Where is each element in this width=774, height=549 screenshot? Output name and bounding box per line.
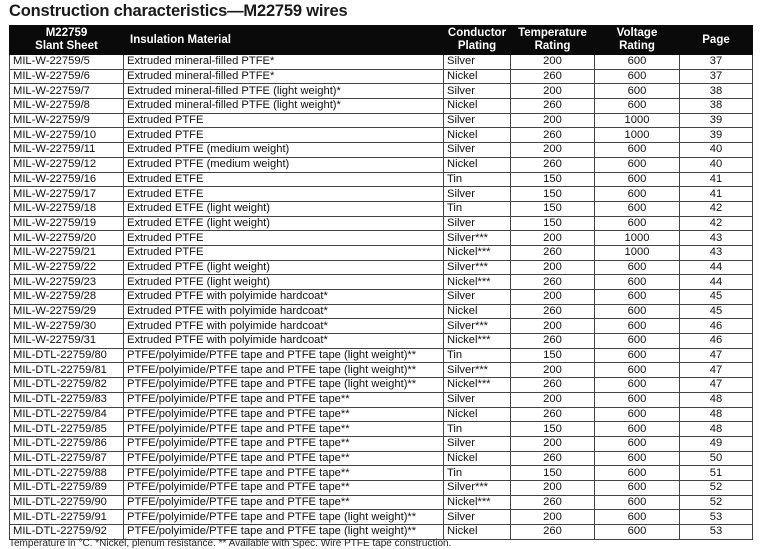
conductor-plating-cell: Silver: [444, 187, 511, 202]
header-voltage-rating-line1: Voltage: [616, 27, 658, 39]
table-row: [10, 304, 753, 319]
slant-sheet-cell: MIL-W-22759/22: [10, 260, 124, 275]
conductor-plating-cell: Silver: [444, 216, 511, 231]
page-cell: 41: [680, 187, 753, 202]
voltage-rating-cell: 600: [595, 216, 680, 231]
header-insulation-material: Insulation Material: [124, 26, 444, 55]
slant-sheet-cell: MIL-W-22759/6: [10, 69, 124, 84]
header-conductor-plating: [444, 26, 511, 55]
table-row: [10, 143, 753, 158]
temperature-rating-cell: 260: [511, 334, 595, 349]
slant-sheet-cell: MIL-W-22759/11: [10, 143, 124, 158]
conductor-plating-cell: Tin: [444, 348, 511, 363]
table-row: [10, 157, 753, 172]
slant-sheet-cell: MIL-W-22759/7: [10, 84, 124, 99]
conductor-plating-cell: Silver: [444, 55, 511, 70]
conductor-plating-cell: Nickel: [444, 304, 511, 319]
page-cell: 38: [680, 84, 753, 99]
table-row: [10, 422, 753, 437]
page-cell: 41: [680, 172, 753, 187]
conductor-plating-cell: Nickel: [444, 157, 511, 172]
temperature-rating-cell: 260: [511, 525, 595, 540]
table-row: [10, 378, 753, 393]
conductor-plating-cell: Silver***: [444, 231, 511, 246]
conductor-plating-cell: Nickel***: [444, 334, 511, 349]
page-cell: 48: [680, 422, 753, 437]
page-cell: 51: [680, 466, 753, 481]
temperature-rating-cell: 200: [511, 392, 595, 407]
table-row: [10, 201, 753, 216]
temperature-rating-cell: 150: [511, 466, 595, 481]
temperature-rating-cell: 260: [511, 407, 595, 422]
insulation-material-cell: Extruded PTFE: [124, 113, 444, 128]
insulation-material-cell: Extruded PTFE: [124, 231, 444, 246]
page-cell: 48: [680, 407, 753, 422]
header-page: Page: [680, 26, 753, 55]
header-voltage-rating-line2: Rating: [619, 40, 655, 52]
page-cell: 50: [680, 451, 753, 466]
conductor-plating-cell: Nickel: [444, 99, 511, 114]
voltage-rating-cell: 600: [595, 348, 680, 363]
page-cell: 47: [680, 363, 753, 378]
slant-sheet-cell: MIL-DTL-22759/86: [10, 436, 124, 451]
footnote: Temperature in °C. *Nickel, plenum resistance. ** Available with Spec. Wire PTFE tape construction.: [9, 538, 452, 549]
insulation-material-cell: PTFE/polyimide/PTFE tape and PTFE tape**: [124, 436, 444, 451]
conductor-plating-cell: Silver: [444, 290, 511, 305]
slant-sheet-cell: MIL-W-22759/18: [10, 201, 124, 216]
conductor-plating-cell: Nickel***: [444, 275, 511, 290]
voltage-rating-cell: 600: [595, 407, 680, 422]
conductor-plating-cell: Silver: [444, 510, 511, 525]
table-row: [10, 319, 753, 334]
insulation-material-cell: PTFE/polyimide/PTFE tape and PTFE tape**: [124, 392, 444, 407]
insulation-material-cell: PTFE/polyimide/PTFE tape and PTFE tape**: [124, 480, 444, 495]
temperature-rating-cell: 150: [511, 348, 595, 363]
insulation-material-cell: PTFE/polyimide/PTFE tape and PTFE tape**: [124, 451, 444, 466]
page-cell: 46: [680, 319, 753, 334]
insulation-material-cell: Extruded ETFE (light weight): [124, 216, 444, 231]
conductor-plating-cell: Nickel: [444, 525, 511, 540]
table-row: [10, 451, 753, 466]
voltage-rating-cell: 600: [595, 436, 680, 451]
table-row: [10, 392, 753, 407]
table-row: [10, 55, 753, 70]
table-row: [10, 69, 753, 84]
voltage-rating-cell: 600: [595, 55, 680, 70]
page-cell: 48: [680, 392, 753, 407]
header-voltage-rating: [595, 26, 680, 55]
slant-sheet-cell: MIL-W-22759/19: [10, 216, 124, 231]
voltage-rating-cell: 1000: [595, 231, 680, 246]
slant-sheet-cell: MIL-DTL-22759/80: [10, 348, 124, 363]
slant-sheet-cell: MIL-W-22759/5: [10, 55, 124, 70]
insulation-material-cell: Extruded PTFE (medium weight): [124, 143, 444, 158]
insulation-material-cell: Extruded ETFE (light weight): [124, 201, 444, 216]
voltage-rating-cell: 600: [595, 319, 680, 334]
page-cell: 40: [680, 143, 753, 158]
voltage-rating-cell: 600: [595, 172, 680, 187]
slant-sheet-cell: MIL-DTL-22759/85: [10, 422, 124, 437]
page-cell: 42: [680, 201, 753, 216]
insulation-material-cell: PTFE/polyimide/PTFE tape and PTFE tape**: [124, 495, 444, 510]
header-temperature-rating: [511, 26, 595, 55]
temperature-rating-cell: 150: [511, 216, 595, 231]
temperature-rating-cell: 260: [511, 378, 595, 393]
page-cell: 38: [680, 99, 753, 114]
voltage-rating-cell: 600: [595, 143, 680, 158]
slant-sheet-cell: MIL-W-22759/17: [10, 187, 124, 202]
header-temperature-rating-line2: Rating: [534, 40, 571, 52]
temperature-rating-cell: 200: [511, 260, 595, 275]
slant-sheet-cell: MIL-DTL-22759/87: [10, 451, 124, 466]
temperature-rating-cell: 260: [511, 495, 595, 510]
temperature-rating-cell: 260: [511, 275, 595, 290]
voltage-rating-cell: 600: [595, 290, 680, 305]
page-cell: 47: [680, 378, 753, 393]
voltage-rating-cell: 600: [595, 187, 680, 202]
temperature-rating-cell: 200: [511, 436, 595, 451]
table-row: [10, 128, 753, 143]
conductor-plating-cell: Silver***: [444, 480, 511, 495]
temperature-rating-cell: 260: [511, 304, 595, 319]
slant-sheet-cell: MIL-W-22759/29: [10, 304, 124, 319]
header-conductor-plating-line2: Plating: [457, 40, 497, 52]
page-cell: 37: [680, 69, 753, 84]
voltage-rating-cell: 600: [595, 495, 680, 510]
insulation-material-cell: Extruded mineral-filled PTFE*: [124, 69, 444, 84]
temperature-rating-cell: 260: [511, 157, 595, 172]
voltage-rating-cell: 600: [595, 260, 680, 275]
conductor-plating-cell: Silver***: [444, 260, 511, 275]
page-cell: 39: [680, 128, 753, 143]
table-row: [10, 216, 753, 231]
insulation-material-cell: PTFE/polyimide/PTFE tape and PTFE tape (light weight)**: [124, 510, 444, 525]
voltage-rating-cell: 1000: [595, 113, 680, 128]
conductor-plating-cell: Nickel***: [444, 495, 511, 510]
temperature-rating-cell: 200: [511, 143, 595, 158]
slant-sheet-cell: MIL-DTL-22759/81: [10, 363, 124, 378]
table-row: [10, 275, 753, 290]
conductor-plating-cell: Nickel***: [444, 378, 511, 393]
page-cell: 42: [680, 216, 753, 231]
insulation-material-cell: Extruded PTFE (light weight): [124, 275, 444, 290]
temperature-rating-cell: 150: [511, 172, 595, 187]
header-slant-sheet: [10, 26, 124, 55]
header-conductor-plating-line1: Conductor: [447, 27, 507, 39]
temperature-rating-cell: 150: [511, 422, 595, 437]
conductor-plating-cell: Silver: [444, 113, 511, 128]
voltage-rating-cell: 1000: [595, 245, 680, 260]
insulation-material-cell: PTFE/polyimide/PTFE tape and PTFE tape (light weight)**: [124, 378, 444, 393]
table-header-row: [10, 26, 753, 55]
insulation-material-cell: Extruded PTFE: [124, 245, 444, 260]
insulation-material-cell: PTFE/polyimide/PTFE tape and PTFE tape (light weight)**: [124, 363, 444, 378]
voltage-rating-cell: 600: [595, 480, 680, 495]
voltage-rating-cell: 600: [595, 451, 680, 466]
temperature-rating-cell: 260: [511, 451, 595, 466]
table-row: [10, 260, 753, 275]
slant-sheet-cell: MIL-W-22759/12: [10, 157, 124, 172]
voltage-rating-cell: 600: [595, 201, 680, 216]
insulation-material-cell: Extruded PTFE (light weight): [124, 260, 444, 275]
temperature-rating-cell: 200: [511, 231, 595, 246]
voltage-rating-cell: 600: [595, 392, 680, 407]
table-row: [10, 84, 753, 99]
insulation-material-cell: PTFE/polyimide/PTFE tape and PTFE tape**: [124, 407, 444, 422]
page-cell: 37: [680, 55, 753, 70]
conductor-plating-cell: Nickel: [444, 451, 511, 466]
temperature-rating-cell: 260: [511, 69, 595, 84]
voltage-rating-cell: 600: [595, 84, 680, 99]
conductor-plating-cell: Nickel: [444, 407, 511, 422]
temperature-rating-cell: 150: [511, 187, 595, 202]
temperature-rating-cell: 200: [511, 55, 595, 70]
table-row: [10, 334, 753, 349]
insulation-material-cell: Extruded PTFE with polyimide hardcoat*: [124, 334, 444, 349]
page-cell: 49: [680, 436, 753, 451]
slant-sheet-cell: MIL-DTL-22759/82: [10, 378, 124, 393]
slant-sheet-cell: MIL-DTL-22759/90: [10, 495, 124, 510]
temperature-rating-cell: 200: [511, 290, 595, 305]
conductor-plating-cell: Tin: [444, 201, 511, 216]
page-cell: 47: [680, 348, 753, 363]
page-cell: 45: [680, 304, 753, 319]
table-row: [10, 245, 753, 260]
table-row: [10, 495, 753, 510]
slant-sheet-cell: MIL-DTL-22759/83: [10, 392, 124, 407]
slant-sheet-cell: MIL-W-22759/28: [10, 290, 124, 305]
voltage-rating-cell: 600: [595, 275, 680, 290]
voltage-rating-cell: 600: [595, 378, 680, 393]
page-cell: 44: [680, 260, 753, 275]
insulation-material-cell: Extruded mineral-filled PTFE*: [124, 55, 444, 70]
temperature-rating-cell: 200: [511, 319, 595, 334]
slant-sheet-cell: MIL-DTL-22759/84: [10, 407, 124, 422]
table-row: [10, 99, 753, 114]
conductor-plating-cell: Tin: [444, 466, 511, 481]
table-row: [10, 290, 753, 305]
slant-sheet-cell: MIL-W-22759/9: [10, 113, 124, 128]
conductor-plating-cell: Silver***: [444, 319, 511, 334]
temperature-rating-cell: 200: [511, 480, 595, 495]
insulation-material-cell: Extruded PTFE: [124, 128, 444, 143]
conductor-plating-cell: Nickel: [444, 69, 511, 84]
page-cell: 40: [680, 157, 753, 172]
header-temperature-rating-line1: Temperature: [518, 27, 587, 39]
temperature-rating-cell: 200: [511, 113, 595, 128]
voltage-rating-cell: 600: [595, 157, 680, 172]
slant-sheet-cell: MIL-W-22759/20: [10, 231, 124, 246]
page-cell: 53: [680, 525, 753, 540]
voltage-rating-cell: 1000: [595, 128, 680, 143]
page-cell: 52: [680, 495, 753, 510]
voltage-rating-cell: 600: [595, 525, 680, 540]
insulation-material-cell: Extruded PTFE with polyimide hardcoat*: [124, 290, 444, 305]
temperature-rating-cell: 260: [511, 99, 595, 114]
page-cell: 43: [680, 231, 753, 246]
table-row: [10, 231, 753, 246]
temperature-rating-cell: 200: [511, 363, 595, 378]
slant-sheet-cell: MIL-W-22759/8: [10, 99, 124, 114]
page-cell: 46: [680, 334, 753, 349]
insulation-material-cell: Extruded PTFE with polyimide hardcoat*: [124, 304, 444, 319]
insulation-material-cell: PTFE/polyimide/PTFE tape and PTFE tape**: [124, 466, 444, 481]
slant-sheet-cell: MIL-DTL-22759/91: [10, 510, 124, 525]
voltage-rating-cell: 600: [595, 363, 680, 378]
conductor-plating-cell: Tin: [444, 422, 511, 437]
slant-sheet-cell: MIL-W-22759/23: [10, 275, 124, 290]
insulation-material-cell: Extruded ETFE: [124, 172, 444, 187]
voltage-rating-cell: 600: [595, 99, 680, 114]
table-row: [10, 113, 753, 128]
temperature-rating-cell: 260: [511, 245, 595, 260]
conductor-plating-cell: Silver: [444, 436, 511, 451]
conductor-plating-cell: Silver***: [444, 363, 511, 378]
slant-sheet-cell: MIL-W-22759/16: [10, 172, 124, 187]
voltage-rating-cell: 600: [595, 69, 680, 84]
insulation-material-cell: Extruded mineral-filled PTFE (light weight)*: [124, 99, 444, 114]
conductor-plating-cell: Nickel***: [444, 245, 511, 260]
slant-sheet-cell: MIL-DTL-22759/88: [10, 466, 124, 481]
slant-sheet-cell: MIL-W-22759/10: [10, 128, 124, 143]
table-body: [10, 55, 753, 540]
slant-sheet-cell: MIL-DTL-22759/92: [10, 525, 124, 540]
header-slant-sheet-line2: Slant Sheet: [35, 40, 98, 52]
page-title: Construction characteristics—M22759 wires: [9, 2, 348, 20]
conductor-plating-cell: Nickel: [444, 128, 511, 143]
table-row: [10, 525, 753, 540]
slant-sheet-cell: MIL-W-22759/21: [10, 245, 124, 260]
slant-sheet-cell: MIL-W-22759/31: [10, 334, 124, 349]
page-cell: 43: [680, 245, 753, 260]
insulation-material-cell: Extruded PTFE (medium weight): [124, 157, 444, 172]
table-row: [10, 172, 753, 187]
temperature-rating-cell: 200: [511, 510, 595, 525]
table-row: [10, 187, 753, 202]
slant-sheet-cell: MIL-W-22759/30: [10, 319, 124, 334]
temperature-rating-cell: 260: [511, 128, 595, 143]
insulation-material-cell: Extruded ETFE: [124, 187, 444, 202]
page-cell: 44: [680, 275, 753, 290]
temperature-rating-cell: 150: [511, 201, 595, 216]
conductor-plating-cell: Silver: [444, 392, 511, 407]
table-row: [10, 466, 753, 481]
table-row: [10, 436, 753, 451]
table-row: [10, 348, 753, 363]
insulation-material-cell: PTFE/polyimide/PTFE tape and PTFE tape (light weight)**: [124, 525, 444, 540]
page-cell: 53: [680, 510, 753, 525]
conductor-plating-cell: Tin: [444, 172, 511, 187]
voltage-rating-cell: 600: [595, 466, 680, 481]
page-cell: 52: [680, 480, 753, 495]
temperature-rating-cell: 200: [511, 84, 595, 99]
insulation-material-cell: Extruded mineral-filled PTFE (light weight)*: [124, 84, 444, 99]
conductor-plating-cell: Silver: [444, 143, 511, 158]
table-row: [10, 363, 753, 378]
table-row: [10, 480, 753, 495]
voltage-rating-cell: 600: [595, 334, 680, 349]
construction-table: [9, 25, 753, 540]
table-row: [10, 510, 753, 525]
voltage-rating-cell: 600: [595, 422, 680, 437]
header-slant-sheet-line1: M22759: [45, 27, 88, 39]
page-cell: 45: [680, 290, 753, 305]
insulation-material-cell: Extruded PTFE with polyimide hardcoat*: [124, 319, 444, 334]
conductor-plating-cell: Silver: [444, 84, 511, 99]
voltage-rating-cell: 600: [595, 304, 680, 319]
table-row: [10, 407, 753, 422]
insulation-material-cell: PTFE/polyimide/PTFE tape and PTFE tape**: [124, 422, 444, 437]
page-cell: 39: [680, 113, 753, 128]
slant-sheet-cell: MIL-DTL-22759/89: [10, 480, 124, 495]
voltage-rating-cell: 600: [595, 510, 680, 525]
insulation-material-cell: PTFE/polyimide/PTFE tape and PTFE tape (light weight)**: [124, 348, 444, 363]
